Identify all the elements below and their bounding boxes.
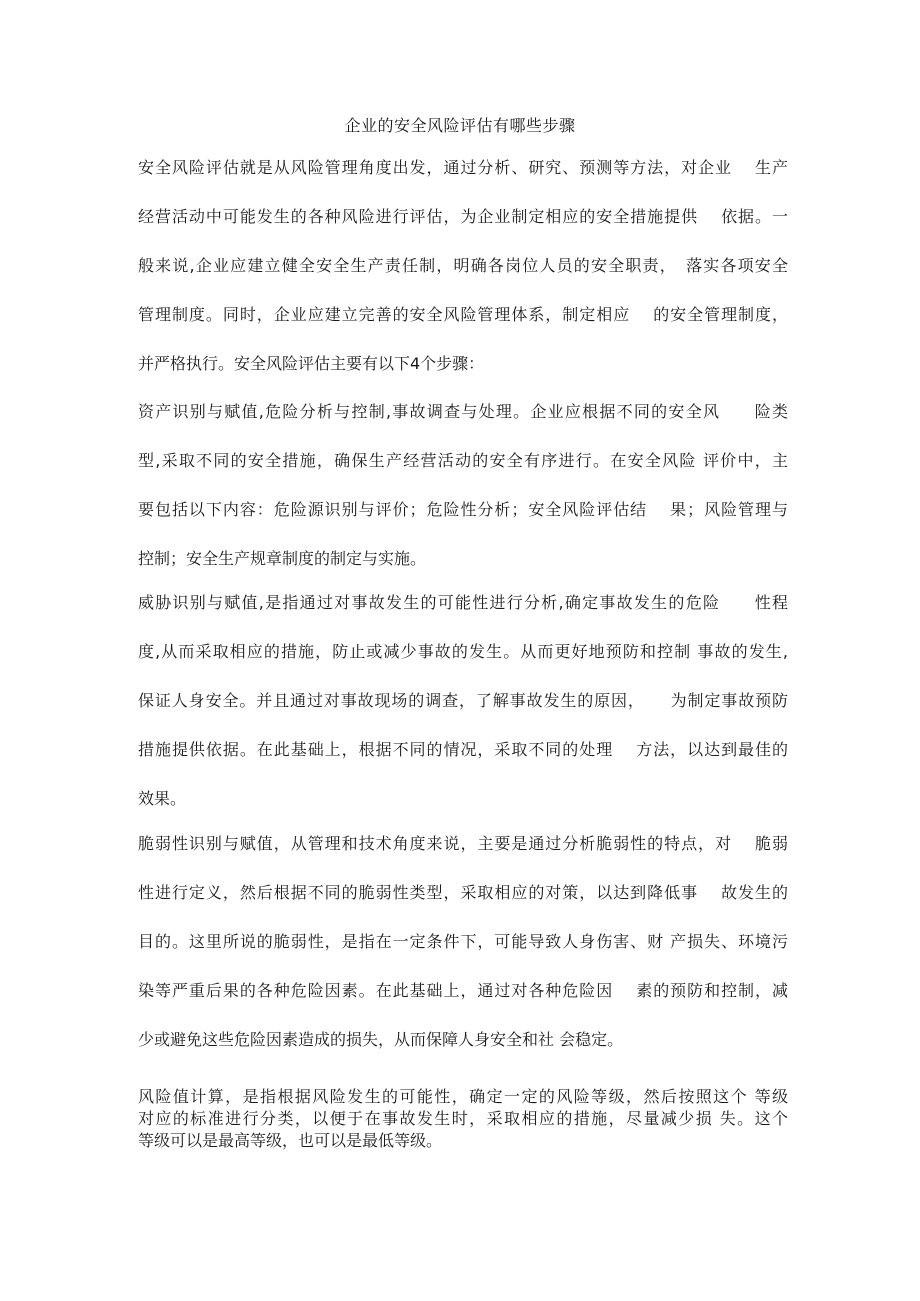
- text-line: 控制；安全生产规章制度的制定与实施。: [138, 549, 427, 568]
- text-line: 脆弱性识别与赋值，从管理和技术角度来说，主要是通过分析脆弱性的特点，对 脆弱: [138, 834, 788, 853]
- paragraph-threat-identification: [138, 592, 788, 837]
- paragraph-intro: [138, 157, 788, 402]
- text-line: 般来说,企业应建立健全安全生产责任制，明确各岗位人员的安全职责， 落实各项安全: [138, 256, 788, 275]
- text-line: 等级可以是最高等级，也可以是最低等级。: [138, 1131, 443, 1150]
- text-line: 安全风险评估就是从风险管理角度出发，通过分析、研究、预测等方法，对企业 生产: [138, 158, 788, 177]
- text-line: 性进行定义，然后根据不同的脆弱性类型，采取相应的对策，以达到降低事 故发生的: [138, 883, 788, 902]
- paragraph-risk-calculation: [138, 1086, 788, 1152]
- text-line: 管理制度。同时，企业应建立完善的安全风险管理体系，制定相应 的安全管理制度，: [138, 305, 788, 324]
- text-line: 效果。: [138, 789, 187, 808]
- paragraph-vulnerability-identification: [138, 833, 788, 1078]
- text-line: 保证人身安全。并且通过对事故现场的调查，了解事故发生的原因， 为制定事故预防: [138, 691, 788, 710]
- text-line: 要包括以下内容：危险源识别与评价；危险性分析；安全风险评估结 果；风险管理与: [138, 500, 788, 519]
- paragraph-asset-identification: [138, 401, 788, 597]
- text-line: 资产识别与赋值,危险分析与控制,事故调查与处理。企业应根据不同的安全风 险类: [138, 402, 788, 421]
- text-line: 对应的标准进行分类，以便于在事故发生时，采取相应的措施，尽量减少损 失。这个: [138, 1109, 788, 1128]
- text-line: 威胁识别与赋值,是指通过对事故发生的可能性进行分析,确定事故发生的危险 性程: [138, 593, 788, 612]
- text-line: 少或避免这些危险因素造成的损失，从而保障人身安全和社 会稳定。: [138, 1030, 624, 1049]
- text-line: 度,从而采取相应的措施，防止或减少事故的发生。从而更好地预防和控制 事故的发生,: [138, 642, 788, 661]
- document-title: 企业的安全风险评估有哪些步骤: [344, 116, 576, 135]
- text-line: 风险值计算，是指根据风险发生的可能性，确定一定的风险等级，然后按照这个 等级: [138, 1087, 788, 1106]
- text-line: 染等严重后果的各种危险因素。在此基础上，通过对各种危险因 素的预防和控制，减: [138, 981, 788, 1000]
- text-line: 措施提供依据。在此基础上，根据不同的情况，采取不同的处理 方法，以达到最佳的: [138, 740, 788, 759]
- text-line: 型,采取不同的安全措施，确保生产经营活动的安全有序进行。在安全风险 评价中，主: [138, 451, 788, 470]
- text-line: 经营活动中可能发生的各种风险进行评估，为企业制定相应的安全措施提供 依据。一: [138, 207, 788, 226]
- text-line: 并严格执行。安全风险评估主要有以下4个步骤：: [138, 354, 485, 373]
- text-line: 目的。这里所说的脆弱性，是指在一定条件下，可能导致人身伤害、财 产损失、环境污: [138, 932, 788, 951]
